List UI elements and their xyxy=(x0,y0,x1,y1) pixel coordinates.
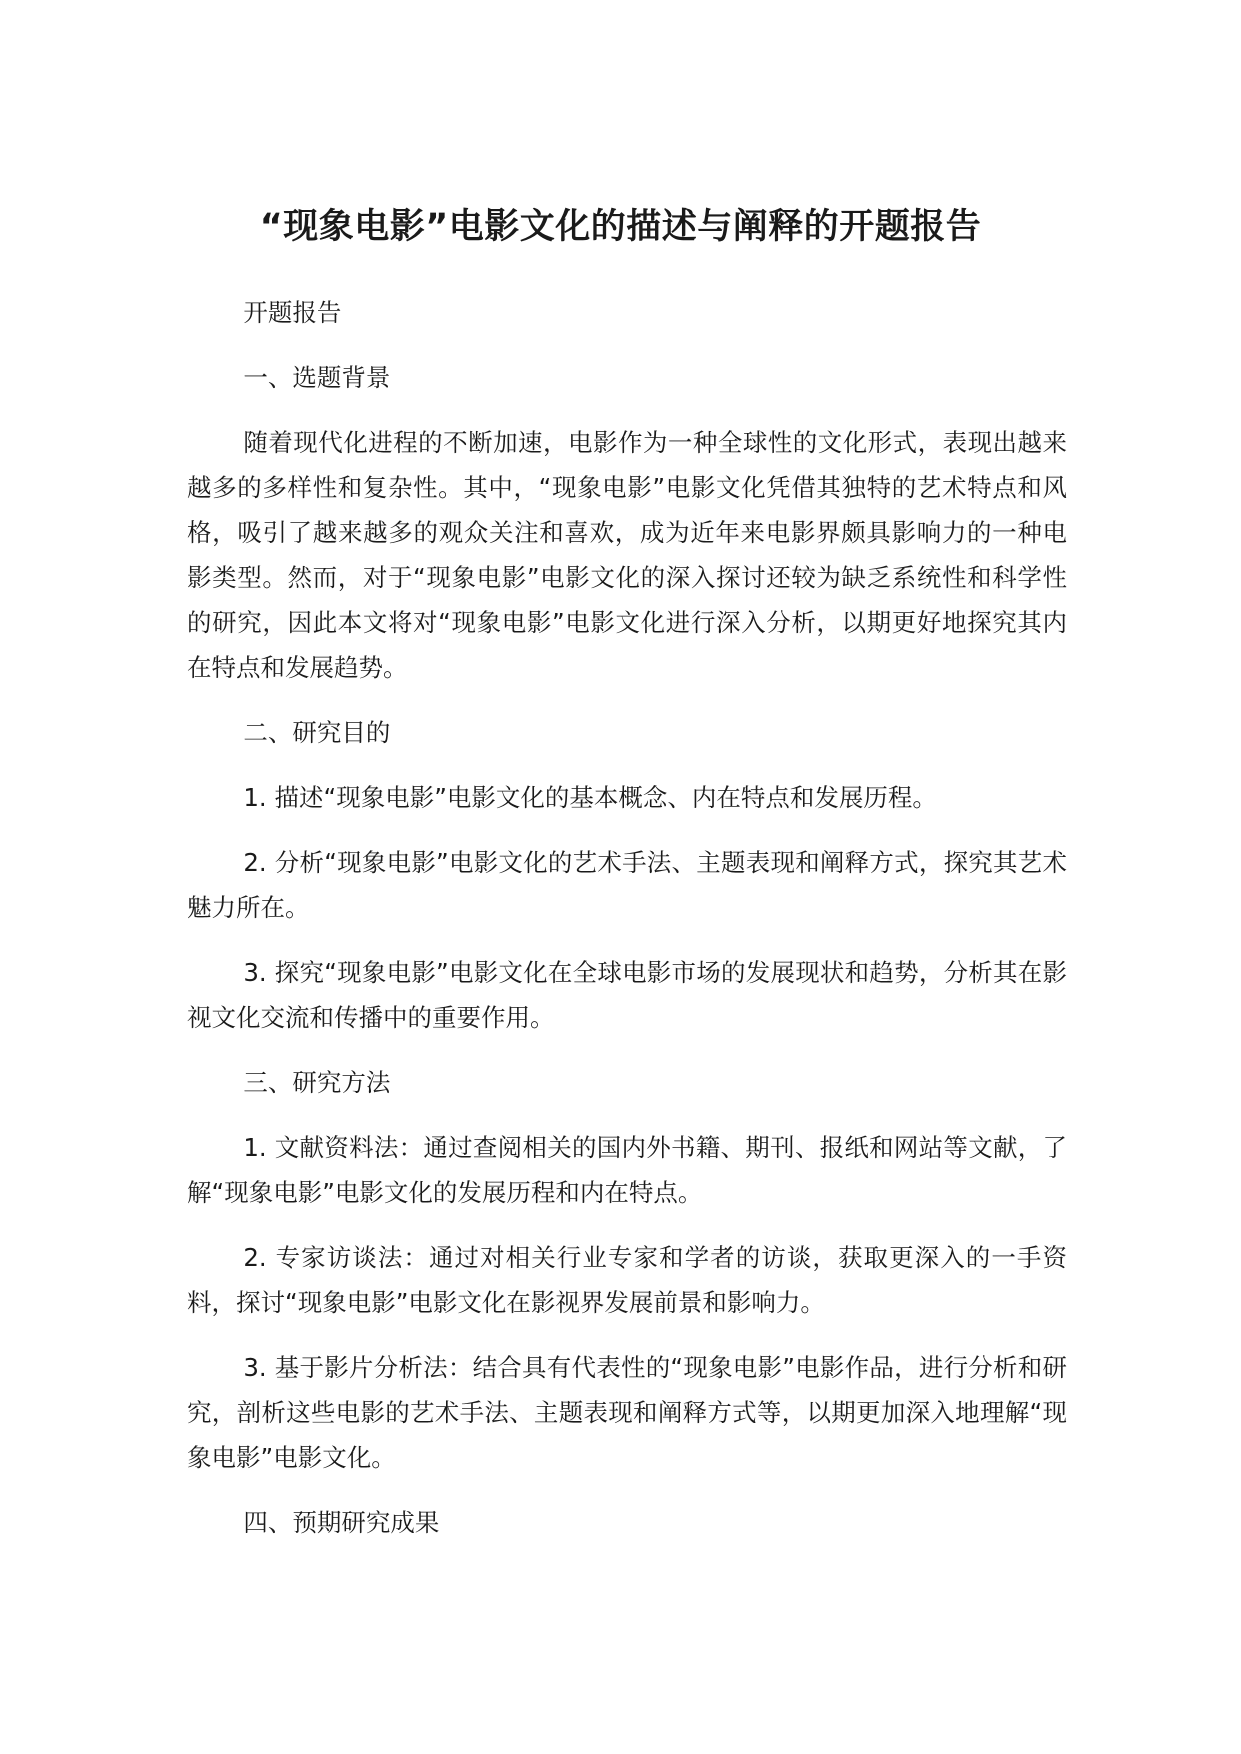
document-body xyxy=(187,290,1067,1565)
paragraph-background: 随着现代化进程的不断加速，电影作为一种全球性的文化形式，表现出越来越多的多样性和复杂性。其中，“现象电影”电影文化凭借其独特的艺术特点和风格，吸引了越来越多的观众关注和喜欢，成为近年来电影界颇具影响力的一种电影类型。然而，对于“现象电影”电影文化的深入探讨还较为缺乏系统性和科学性的研究，因此本文将对“现象电影”电影文化进行深入分析，以期更好地探究其内在特点和发展趋势。 xyxy=(187,428,1067,682)
heading-kaiti-baogao: 开题报告 xyxy=(243,298,342,327)
purpose-item-2: 2. 分析“现象电影”电影文化的艺术手法、主题表现和阐释方式，探究其艺术魅力所在。 xyxy=(187,848,1067,922)
method-item-2: 2. 专家访谈法：通过对相关行业专家和学者的访谈，获取更深入的一手资料，探讨“现象电影”电影文化在影视界发展前景和影响力。 xyxy=(187,1243,1067,1317)
method-item-3: 3. 基于影片分析法：结合具有代表性的“现象电影”电影作品，进行分析和研究，剖析这些电影的艺术手法、主题表现和阐释方式等，以期更加深入地理解“现象电影”电影文化。 xyxy=(187,1353,1067,1472)
method-item-1: 1. 文献资料法：通过查阅相关的国内外书籍、期刊、报纸和网站等文献，了解“现象电影”电影文化的发展历程和内在特点。 xyxy=(187,1133,1067,1207)
section-heading-purpose: 二、研究目的 xyxy=(243,718,391,747)
document-title: “现象电影”电影文化的描述与阐释的开题报告 xyxy=(259,207,982,248)
purpose-item-3: 3. 探究“现象电影”电影文化在全球电影市场的发展现状和趋势，分析其在影视文化交流和传播中的重要作用。 xyxy=(187,958,1067,1032)
purpose-item-1: 1. 描述“现象电影”电影文化的基本概念、内在特点和发展历程。 xyxy=(243,783,937,812)
section-heading-methods: 三、研究方法 xyxy=(243,1068,391,1097)
section-heading-expected-results: 四、预期研究成果 xyxy=(243,1508,440,1537)
section-heading-background: 一、选题背景 xyxy=(243,363,391,392)
